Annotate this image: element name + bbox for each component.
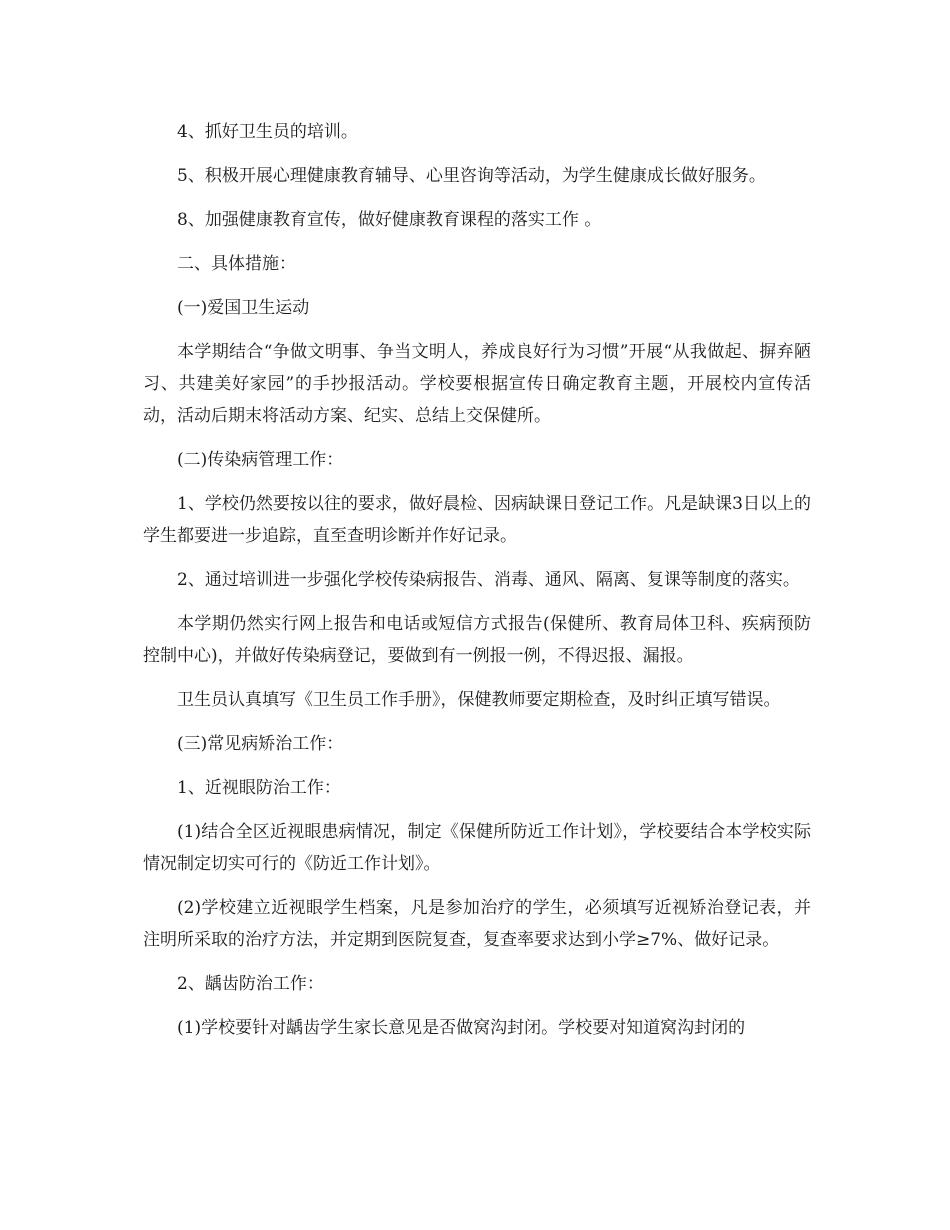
paragraph-item-5: 5、积极开展心理健康教育辅导、心里咨询等活动，为学生健康成长做好服务。 — [177, 166, 766, 186]
paragraph-training-reporting: 2、通过培训进一步强化学校传染病报告、消毒、通风、隔离、复课等制度的落实。 — [177, 570, 800, 590]
item-heading-myopia: 1、近视眼防治工作： — [177, 778, 341, 798]
subsection-heading-common-diseases: (三)常见病矫治工作： — [177, 734, 344, 754]
subsection-heading-patriotic-hygiene: (一)爱国卫生运动 — [177, 298, 310, 318]
paragraph-health-worker-manual: 卫生员认真填写《卫生员工作手册》，保健教师要定期检查，及时纠正填写错误。 — [177, 690, 781, 710]
paragraph-item-4: 4、抓好卫生员的培训。 — [177, 122, 358, 142]
document-body — [143, 116, 811, 1056]
paragraph-myopia-records: (2)学校建立近视眼学生档案，凡是参加治疗的学生，必须填写近视矫治登记表，并注明所采取的治疗方法，并定期到医院复查，复查率要求达到小学≥7%、做好记录。 — [143, 898, 811, 950]
paragraph-online-reporting: 本学期仍然实行网上报告和电话或短信方式报告(保健所、教育局体卫科、疾病预防控制中心)，并做好传染病登记，要做到有一例报一例，不得迟报、漏报。 — [143, 614, 811, 666]
paragraph-patriotic-hygiene: 本学期结合“争做文明事、争当文明人，养成良好行为习惯”开展“从我做起、摒弃陋习、共建美好家园”的手抄报活动。学校要根据宣传日确定教育主题，开展校内宣传活动，活动后期末将活动方案、纪实、总结上交保健所。 — [143, 342, 811, 426]
paragraph-dental-sealant: (1)学校要针对龋齿学生家长意见是否做窝沟封闭。学校要对知道窝沟封闭的 — [177, 1018, 746, 1038]
section-heading-measures: 二、具体措施： — [177, 254, 296, 274]
paragraph-item-8: 8、加强健康教育宣传，做好健康教育课程的落实工作 。 — [177, 210, 602, 230]
paragraph-myopia-plan: (1)结合全区近视眼患病情况，制定《保健所防近工作计划》，学校要结合本学校实际情况制定切实可行的《防近工作计划》。 — [143, 822, 811, 874]
subsection-heading-infectious-disease: (二)传染病管理工作： — [177, 450, 344, 470]
paragraph-morning-check: 1、学校仍然要按以往的要求，做好晨检、因病缺课日登记工作。凡是缺课3日以上的学生都要进一步追踪，直至查明诊断并作好记录。 — [143, 494, 811, 546]
item-heading-dental-caries: 2、龋齿防治工作： — [177, 974, 324, 994]
